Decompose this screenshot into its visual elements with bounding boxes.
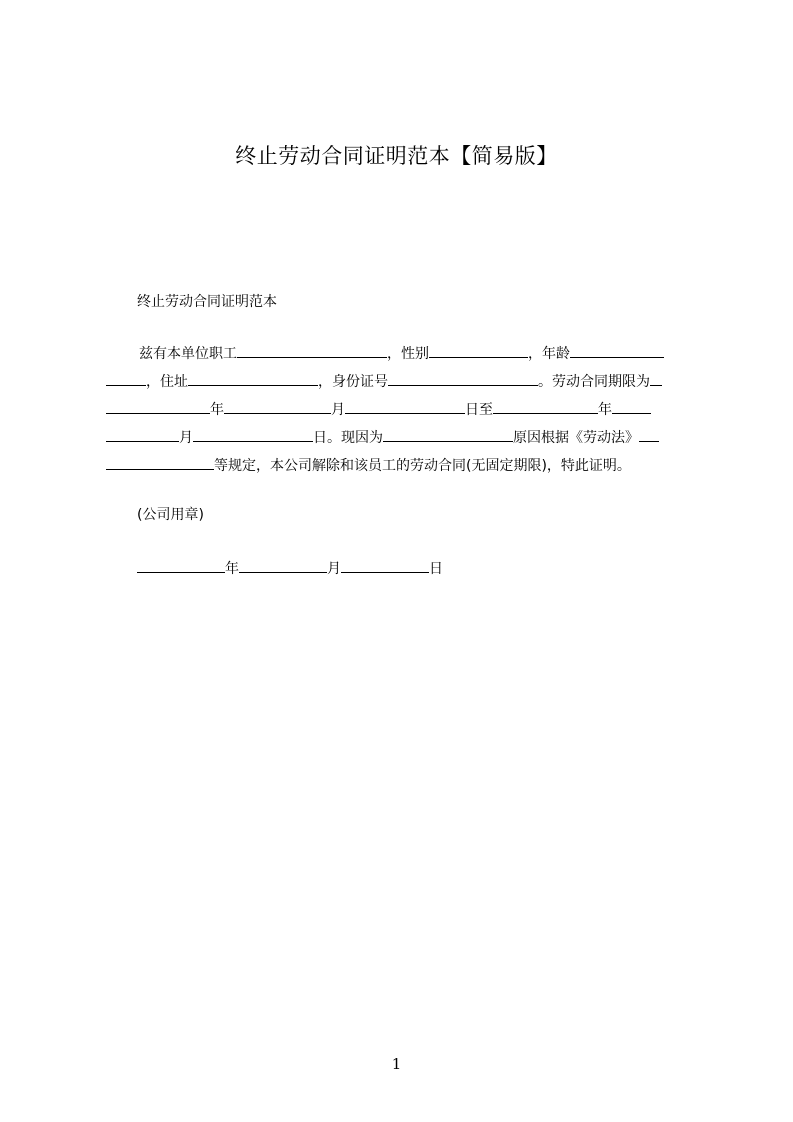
contract-term-blank[interactable] [650,370,662,386]
body-text: 月 [179,430,193,446]
page-number: 1 [391,1055,402,1073]
body-text: 兹有本单位职工 [139,346,237,362]
body-line-2 [106,368,700,396]
body-text: ，性别 [387,346,429,362]
sign-month-blank[interactable] [239,557,327,573]
date-year-label: 年 [225,561,239,577]
end-day-blank[interactable] [193,426,313,442]
certificate-body [106,340,700,480]
body-text: 年 [598,402,612,418]
document-subtitle: 终止劳动合同证明范本 [137,294,277,310]
employee-name-blank[interactable] [237,342,387,358]
start-day-blank[interactable] [345,398,465,414]
signature-date [137,557,443,578]
body-line-1 [106,340,700,368]
body-text: 日。现因为 [313,430,383,446]
body-text: 。劳动合同期限为 [538,374,650,390]
body-line-4 [106,424,700,452]
body-text: 年 [210,402,224,418]
body-text: 月 [331,402,345,418]
body-line-5 [106,452,700,480]
reason-blank[interactable] [383,426,513,442]
start-year-blank[interactable] [106,398,210,414]
sign-day-blank[interactable] [341,557,429,573]
document-title: 终止劳动合同证明范本【简易版】 [235,144,558,168]
start-month-blank[interactable] [224,398,331,414]
end-year-blank[interactable] [493,398,598,414]
company-seal-label: (公司用章) [137,507,204,523]
id-number-blank[interactable] [388,370,538,386]
body-text: ，年龄 [528,346,570,362]
end-month-blank[interactable] [612,398,651,414]
end-month-blank-continued[interactable] [106,426,179,442]
body-text: 等规定，本公司解除和该员工的劳动合同(无固定期限)，特此证明。 [214,458,631,474]
regulation-blank[interactable] [639,426,659,442]
body-text: ，住址 [146,374,188,390]
date-month-label: 月 [327,561,341,577]
body-line-3 [106,396,700,424]
address-blank[interactable] [188,370,318,386]
gender-blank[interactable] [429,342,528,358]
body-text: 原因根据《劳动法》 [513,430,639,446]
body-text: ，身份证号 [318,374,388,390]
age-blank[interactable] [570,342,664,358]
date-day-label: 日 [429,561,443,577]
age-blank-continued[interactable] [106,370,146,386]
sign-year-blank[interactable] [137,557,225,573]
body-text: 日至 [465,402,493,418]
regulation-blank-continued[interactable] [106,454,214,470]
